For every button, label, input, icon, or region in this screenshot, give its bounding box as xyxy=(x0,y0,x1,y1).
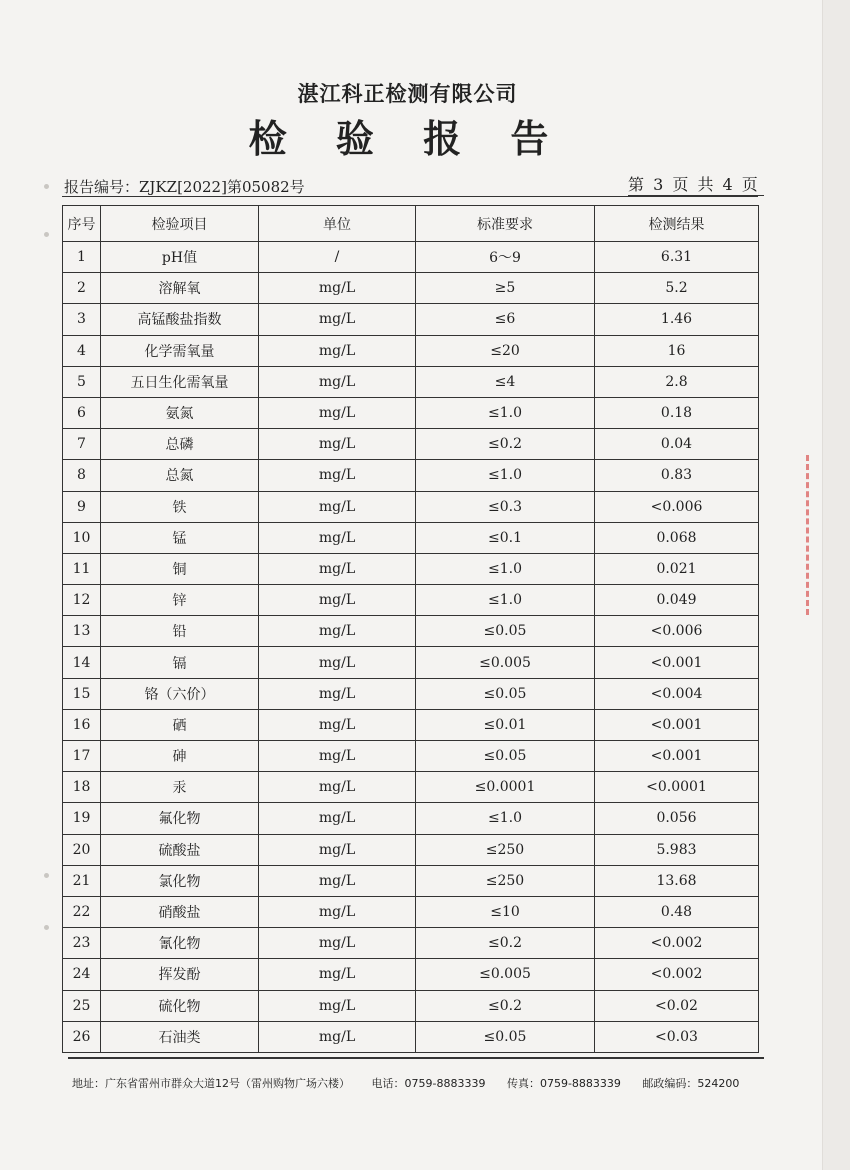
cell-unit: mg/L xyxy=(259,896,416,927)
cell-item: 硫酸盐 xyxy=(101,834,259,865)
cell-seq: 13 xyxy=(63,616,101,647)
cell-unit: mg/L xyxy=(259,335,416,366)
table-row xyxy=(63,896,759,927)
cell-unit: / xyxy=(259,242,416,273)
cell-standard: ≤1.0 xyxy=(416,803,595,834)
cell-standard: ≤0.05 xyxy=(416,1021,595,1052)
cell-item: 总氮 xyxy=(101,460,259,491)
binding-hole xyxy=(44,925,49,930)
cell-unit: mg/L xyxy=(259,616,416,647)
cell-standard: 6～9 xyxy=(416,242,595,273)
binding-hole xyxy=(44,873,49,878)
cell-seq: 16 xyxy=(63,709,101,740)
cell-unit: mg/L xyxy=(259,834,416,865)
table-row xyxy=(63,522,759,553)
table-row xyxy=(63,803,759,834)
cell-standard: ≤0.1 xyxy=(416,522,595,553)
cell-item: 总磷 xyxy=(101,429,259,460)
cell-seq: 7 xyxy=(63,429,101,460)
header-item: 检验项目 xyxy=(101,206,259,242)
table-row xyxy=(63,242,759,273)
cell-result: <0.006 xyxy=(595,616,759,647)
cell-standard: ≤0.0001 xyxy=(416,772,595,803)
cell-standard: ≤6 xyxy=(416,304,595,335)
cell-unit: mg/L xyxy=(259,647,416,678)
cell-result: <0.03 xyxy=(595,1021,759,1052)
cell-unit: mg/L xyxy=(259,429,416,460)
cell-item: 氯化物 xyxy=(101,865,259,896)
cell-unit: mg/L xyxy=(259,553,416,584)
cell-standard: ≤1.0 xyxy=(416,460,595,491)
table-row xyxy=(63,990,759,1021)
cell-standard: ≤0.2 xyxy=(416,928,595,959)
cell-seq: 23 xyxy=(63,928,101,959)
cell-standard: ≤0.05 xyxy=(416,678,595,709)
cell-item: 硫化物 xyxy=(101,990,259,1021)
cell-seq: 24 xyxy=(63,959,101,990)
cell-standard: ≤0.05 xyxy=(416,741,595,772)
cell-unit: mg/L xyxy=(259,585,416,616)
cell-unit: mg/L xyxy=(259,678,416,709)
cell-item: 锰 xyxy=(101,522,259,553)
cell-unit: mg/L xyxy=(259,522,416,553)
table-row xyxy=(63,397,759,428)
cell-item: 铜 xyxy=(101,553,259,584)
header-standard: 标准要求 xyxy=(416,206,595,242)
cell-item: 挥发酚 xyxy=(101,959,259,990)
cell-item: 镉 xyxy=(101,647,259,678)
cell-seq: 14 xyxy=(63,647,101,678)
binding-hole xyxy=(44,232,49,237)
cell-item: 化学需氧量 xyxy=(101,335,259,366)
cell-standard: ≤0.005 xyxy=(416,647,595,678)
cell-standard: ≤0.2 xyxy=(416,429,595,460)
binding-hole xyxy=(44,184,49,189)
footer-address: 地址：广东省雷州市群众大道12号（雷州购物广场六楼） xyxy=(72,1077,350,1090)
table-row xyxy=(63,959,759,990)
cell-result: 0.068 xyxy=(595,522,759,553)
cell-unit: mg/L xyxy=(259,397,416,428)
footer xyxy=(72,1075,757,1091)
red-stamp-edge xyxy=(806,455,831,615)
cell-item: 溶解氧 xyxy=(101,273,259,304)
header-unit: 单位 xyxy=(259,206,416,242)
table-row xyxy=(63,335,759,366)
cell-item: 高锰酸盐指数 xyxy=(101,304,259,335)
cell-seq: 20 xyxy=(63,834,101,865)
cell-unit: mg/L xyxy=(259,709,416,740)
cell-unit: mg/L xyxy=(259,273,416,304)
cell-seq: 12 xyxy=(63,585,101,616)
cell-standard: ≤250 xyxy=(416,834,595,865)
cell-result: 13.68 xyxy=(595,865,759,896)
footer-postcode: 邮政编码：524200 xyxy=(642,1077,740,1090)
cell-standard: ≤10 xyxy=(416,896,595,927)
cell-standard: ≤4 xyxy=(416,366,595,397)
cell-standard: ≤20 xyxy=(416,335,595,366)
cell-result: 5.983 xyxy=(595,834,759,865)
cell-unit: mg/L xyxy=(259,803,416,834)
cell-result: 0.021 xyxy=(595,553,759,584)
table-header-row xyxy=(63,206,759,242)
table-row xyxy=(63,834,759,865)
table-row xyxy=(63,273,759,304)
cell-standard: ≤0.05 xyxy=(416,616,595,647)
cell-seq: 2 xyxy=(63,273,101,304)
cell-standard: ≤0.3 xyxy=(416,491,595,522)
cell-result: 1.46 xyxy=(595,304,759,335)
footer-divider xyxy=(68,1057,764,1059)
cell-unit: mg/L xyxy=(259,460,416,491)
cell-standard: ≤0.01 xyxy=(416,709,595,740)
cell-result: 0.83 xyxy=(595,460,759,491)
cell-unit: mg/L xyxy=(259,304,416,335)
cell-item: 氰化物 xyxy=(101,928,259,959)
cell-standard: ≤0.005 xyxy=(416,959,595,990)
cell-result: <0.001 xyxy=(595,741,759,772)
cell-seq: 5 xyxy=(63,366,101,397)
cell-unit: mg/L xyxy=(259,741,416,772)
cell-result: <0.0001 xyxy=(595,772,759,803)
cell-seq: 15 xyxy=(63,678,101,709)
cell-result: 0.48 xyxy=(595,896,759,927)
cell-standard: ≤1.0 xyxy=(416,585,595,616)
footer-phone: 电话：0759-8883339 xyxy=(371,1077,486,1090)
cell-result: <0.002 xyxy=(595,959,759,990)
cell-item: pH值 xyxy=(101,242,259,273)
cell-result: <0.006 xyxy=(595,491,759,522)
footer-fax: 传真：0759-8883339 xyxy=(506,1077,621,1090)
cell-item: 铬（六价） xyxy=(101,678,259,709)
cell-result: 0.18 xyxy=(595,397,759,428)
cell-result: 5.2 xyxy=(595,273,759,304)
cell-result: <0.001 xyxy=(595,709,759,740)
table-row xyxy=(63,616,759,647)
header-seq: 序号 xyxy=(63,206,101,242)
cell-standard: ≤1.0 xyxy=(416,397,595,428)
cell-result: 6.31 xyxy=(595,242,759,273)
cell-standard: ≥5 xyxy=(416,273,595,304)
cell-seq: 18 xyxy=(63,772,101,803)
cell-unit: mg/L xyxy=(259,491,416,522)
header-result: 检测结果 xyxy=(595,206,759,242)
cell-item: 硝酸盐 xyxy=(101,896,259,927)
cell-seq: 3 xyxy=(63,304,101,335)
page-indicator: 第 3 页 共 4 页 xyxy=(628,172,764,196)
cell-item: 砷 xyxy=(101,741,259,772)
cell-result: 2.8 xyxy=(595,366,759,397)
company-name: 湛江科正检测有限公司 xyxy=(297,82,518,106)
cell-result: 16 xyxy=(595,335,759,366)
cell-seq: 11 xyxy=(63,553,101,584)
cell-item: 硒 xyxy=(101,709,259,740)
cell-standard: ≤1.0 xyxy=(416,553,595,584)
cell-seq: 6 xyxy=(63,397,101,428)
cell-standard: ≤250 xyxy=(416,865,595,896)
cell-seq: 8 xyxy=(63,460,101,491)
cell-item: 汞 xyxy=(101,772,259,803)
cell-result: <0.02 xyxy=(595,990,759,1021)
cell-result: 0.04 xyxy=(595,429,759,460)
report-title: 检 验 报 告 xyxy=(248,117,567,161)
table-row xyxy=(63,678,759,709)
cell-item: 氨氮 xyxy=(101,397,259,428)
table-row xyxy=(63,553,759,584)
cell-unit: mg/L xyxy=(259,990,416,1021)
cell-result: <0.004 xyxy=(595,678,759,709)
cell-seq: 26 xyxy=(63,1021,101,1052)
table-row xyxy=(63,304,759,335)
table-row xyxy=(63,741,759,772)
cell-item: 五日生化需氧量 xyxy=(101,366,259,397)
table-row xyxy=(63,366,759,397)
cell-item: 铁 xyxy=(101,491,259,522)
report-number: 报告编号：ZJKZ[2022]第05082号 xyxy=(64,178,305,196)
table-row xyxy=(63,1021,759,1052)
table-row xyxy=(63,491,759,522)
cell-result: <0.001 xyxy=(595,647,759,678)
header-divider xyxy=(62,196,758,197)
cell-seq: 17 xyxy=(63,741,101,772)
cell-seq: 19 xyxy=(63,803,101,834)
cell-result: 0.049 xyxy=(595,585,759,616)
cell-result: <0.002 xyxy=(595,928,759,959)
table-row xyxy=(63,772,759,803)
cell-unit: mg/L xyxy=(259,928,416,959)
cell-unit: mg/L xyxy=(259,959,416,990)
cell-unit: mg/L xyxy=(259,1021,416,1052)
cell-unit: mg/L xyxy=(259,366,416,397)
table-row xyxy=(63,865,759,896)
table-row xyxy=(63,709,759,740)
cell-seq: 10 xyxy=(63,522,101,553)
cell-item: 铅 xyxy=(101,616,259,647)
cell-seq: 21 xyxy=(63,865,101,896)
cell-unit: mg/L xyxy=(259,772,416,803)
cell-item: 氟化物 xyxy=(101,803,259,834)
table-body xyxy=(63,242,759,1053)
cell-item: 石油类 xyxy=(101,1021,259,1052)
cell-seq: 25 xyxy=(63,990,101,1021)
cell-seq: 4 xyxy=(63,335,101,366)
cell-seq: 1 xyxy=(63,242,101,273)
table-row xyxy=(63,460,759,491)
table-row xyxy=(63,585,759,616)
table-row xyxy=(63,928,759,959)
cell-item: 锌 xyxy=(101,585,259,616)
cell-standard: ≤0.2 xyxy=(416,990,595,1021)
table-row xyxy=(63,647,759,678)
table-row xyxy=(63,429,759,460)
cell-seq: 9 xyxy=(63,491,101,522)
cell-seq: 22 xyxy=(63,896,101,927)
results-table xyxy=(62,205,759,1053)
cell-result: 0.056 xyxy=(595,803,759,834)
cell-unit: mg/L xyxy=(259,865,416,896)
